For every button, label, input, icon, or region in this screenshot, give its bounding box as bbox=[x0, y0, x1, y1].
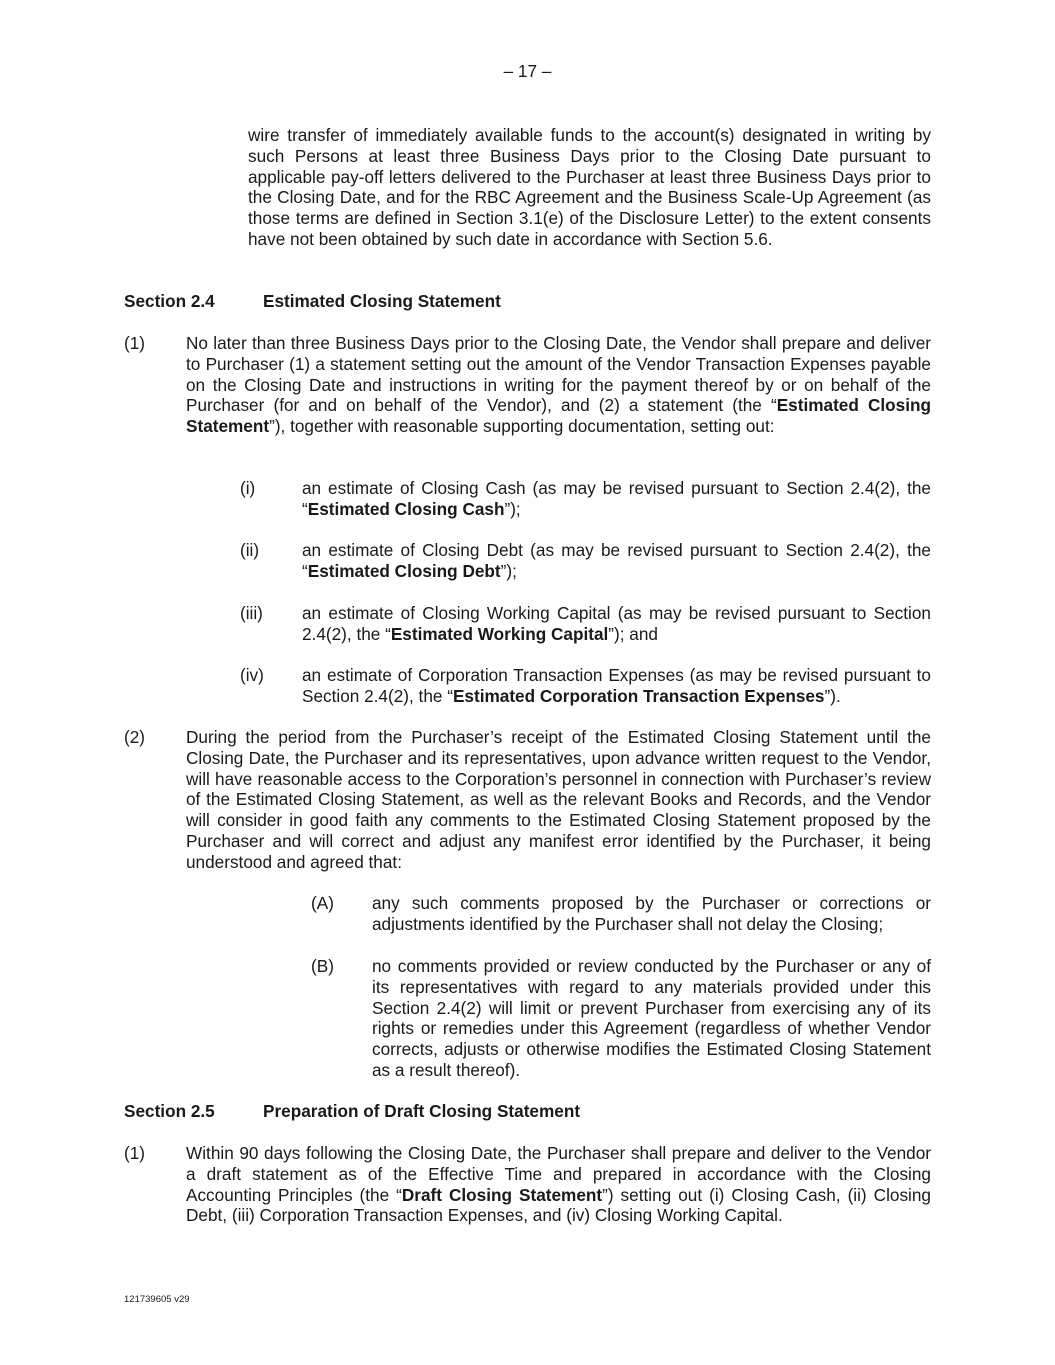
list-item bbox=[372, 956, 931, 1081]
section-heading-2-4 bbox=[124, 291, 824, 312]
defined-term: Estimated Corporation Transaction Expenses bbox=[452, 685, 825, 706]
list-item-label: (B) bbox=[311, 956, 334, 976]
list-item bbox=[372, 893, 931, 935]
list-item-label: (ii) bbox=[240, 540, 260, 560]
section-title: Preparation of Draft Closing Statement bbox=[263, 1101, 581, 1121]
list-item-text: ”); and bbox=[608, 623, 658, 644]
section-title: Estimated Closing Statement bbox=[263, 291, 501, 311]
list-item-text: no comments provided or review conducted by the Purchaser or any of its representatives with regard to any materials provided under this Section 2.4(2) will limit or prevent Purchaser from exercising any of its rights or remedies under this Agreement (regardless of whether Vendor corrects, adjusts or otherwise modifies the Estimated Closing Statement as a result thereof). bbox=[372, 956, 931, 1080]
list-item-label: (iv) bbox=[240, 665, 264, 685]
list-item-text: ”); bbox=[504, 498, 521, 519]
paragraph-number: (1) bbox=[124, 333, 146, 353]
list-item-text: an estimate of Closing Debt (as may be revised pursuant to Section 2.4(2), the “ bbox=[302, 540, 931, 581]
paragraph-text: No later than three Business Days prior to the Closing Date, the Vendor shall prepare and deliver to Purchaser (1) a statement setting out the amount of the Vendor Transaction Expenses payable on the Closing Date and instructions in writing for the payment thereof by or on behalf of the Purchaser (for and on behalf of the Vendor), and (2) a statement (the “ bbox=[186, 333, 931, 416]
list-item-text: ”); bbox=[500, 560, 517, 581]
list-item-text: ”). bbox=[824, 685, 841, 706]
paragraph-2-5-1 bbox=[186, 1143, 931, 1226]
list-item-label: (i) bbox=[240, 478, 256, 498]
list-item bbox=[302, 478, 931, 520]
section-heading-2-5 bbox=[124, 1101, 824, 1122]
list-item-label: (iii) bbox=[240, 603, 263, 623]
defined-term: Draft Closing Statement bbox=[401, 1184, 603, 1205]
defined-term: Estimated Closing Debt bbox=[307, 560, 501, 581]
paragraph-text: ”), together with reasonable supporting documentation, setting out: bbox=[269, 416, 775, 437]
paragraph-number: (2) bbox=[124, 727, 146, 747]
page-number: – 17 – bbox=[503, 61, 552, 81]
continuation-text: wire transfer of immediately available funds to the account(s) designated in writing by such Persons at least three Business Days prior to the Closing Date pursuant to applicable pay-off letters delivered to the Purchaser at least three Business Days prior to the Closing Date, and for the RBC Agreement and the Business Scale-Up Agreement (as those terms are defined in Section 3.1(e) of the Disclosure Letter) to the extent consents have not been obtained by such date in accordance with Section 5.6. bbox=[248, 125, 931, 249]
paragraph-text: Within 90 days following the Closing Date, the Purchaser shall prepare and deliver to the Vendor a draft statement as of the Effective Time and prepared in accordance with the Closing Accounting Principles (the “ bbox=[186, 1143, 931, 1205]
defined-term: Estimated Working Capital bbox=[390, 623, 609, 644]
paragraph-number: (1) bbox=[124, 1143, 146, 1163]
list-item bbox=[302, 665, 931, 707]
paragraph-text: ”) setting out (i) Closing Cash, (ii) Closing Debt, (iii) Corporation Transaction Expenses, and (iv) Closing Working Capital. bbox=[186, 1184, 931, 1226]
paragraph-text: During the period from the Purchaser’s receipt of the Estimated Closing Statement until the Closing Date, the Purchaser and its representatives, upon advance written request to the Vendor, will have reasonable access to the Corporation’s personnel in connection with Purchaser’s review of the Estimated Closing Statement, as well as the relevant Books and Records, and the Vendor will consider in good faith any comments to the Estimated Closing Statement proposed by the Purchaser and will correct and adjust any manifest error identified by the Purchaser, it being understood and agreed that: bbox=[186, 727, 931, 872]
continuation-paragraph bbox=[248, 125, 931, 250]
list-item-text: an estimate of Closing Cash (as may be revised pursuant to Section 2.4(2), the “ bbox=[302, 478, 931, 519]
list-item bbox=[302, 603, 931, 645]
document-id: 121739605 v29 bbox=[124, 1294, 190, 1305]
list-item-text: an estimate of Closing Working Capital (as may be revised pursuant to Section 2.4(2), the “ bbox=[302, 603, 931, 644]
list-item-text: an estimate of Corporation Transaction Expenses (as may be revised pursuant to Section 2.4(2), the “ bbox=[302, 665, 931, 706]
paragraph-2-4-1 bbox=[186, 333, 931, 437]
paragraph-2-4-2 bbox=[186, 727, 931, 873]
section-number: Section 2.5 bbox=[124, 1101, 215, 1121]
list-item-label: (A) bbox=[311, 893, 334, 913]
list-item-text: any such comments proposed by the Purchaser or corrections or adjustments identified by the Purchaser shall not delay the Closing; bbox=[372, 893, 931, 934]
list-item bbox=[302, 540, 931, 582]
defined-term: Estimated Closing Cash bbox=[307, 498, 505, 519]
defined-term: Estimated Closing Statement bbox=[186, 395, 931, 437]
section-number: Section 2.4 bbox=[124, 291, 215, 311]
